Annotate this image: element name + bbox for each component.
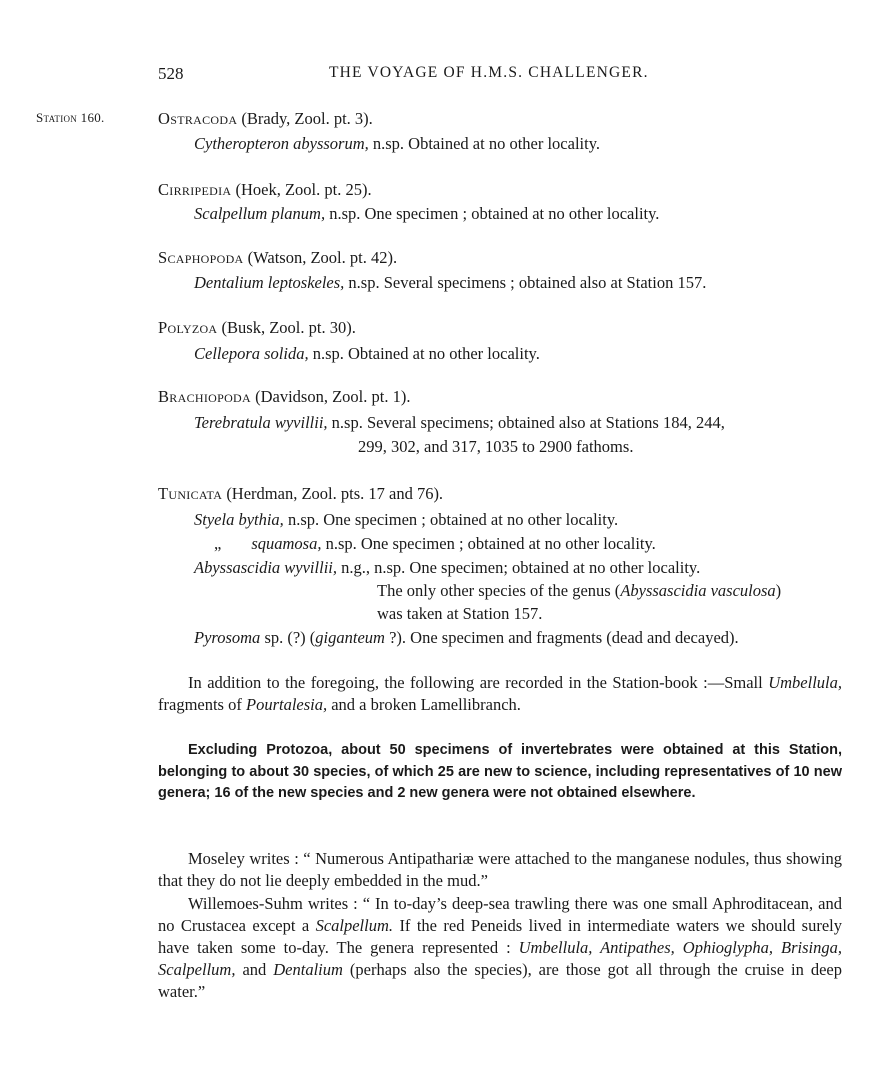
station-label: Station 160. bbox=[36, 110, 105, 125]
summary-paragraph: Excluding Protozoa, about 50 specimens of invertebrates were obtained at this Station, belonging to about 30 species, of which 25 are new to science, including representatives of 10 new genera; 16 of the new species and 2 new genera were not obtained elsewhere. bbox=[158, 742, 842, 801]
group-heading-polyzoa bbox=[158, 317, 356, 339]
group-reference: (Hoek, Zool. pt. 25). bbox=[231, 180, 372, 199]
group-name: Tunicata bbox=[158, 484, 223, 503]
group-heading-brachiopoda bbox=[158, 386, 410, 408]
species-note-continuation: was taken at Station 157. bbox=[377, 604, 543, 623]
species-entry bbox=[194, 133, 600, 155]
species-note: n.sp. One specimen ; obtained at no other locality. bbox=[325, 204, 660, 223]
species-entry bbox=[194, 272, 706, 294]
species-note: n.sp. One specimen ; obtained at no other locality. bbox=[321, 534, 656, 553]
group-reference: (Busk, Zool. pt. 30). bbox=[217, 318, 356, 337]
species-note: n.sp. Obtained at no other locality. bbox=[308, 344, 540, 363]
species-note: n.g., n.sp. One specimen; obtained at no other locality. bbox=[336, 558, 701, 577]
species-note: n.sp. Obtained at no other locality. bbox=[368, 134, 601, 153]
group-heading-scaphopoda bbox=[158, 247, 397, 269]
species-name: Scalpellum planum, bbox=[194, 204, 326, 223]
species-name: squamosa, bbox=[251, 534, 322, 553]
species-entry bbox=[194, 203, 659, 225]
species-name: Abyssascidia vasculosa bbox=[620, 581, 776, 600]
species-note-continuation: 299, 302, and 317, 1035 to 2900 fathoms. bbox=[358, 437, 634, 456]
species-name: Abyssascidia wyvillii, bbox=[194, 558, 337, 577]
species-entry bbox=[194, 343, 540, 365]
group-heading-tunicata bbox=[158, 483, 443, 505]
group-reference: (Davidson, Zool. pt. 1). bbox=[250, 387, 411, 406]
species-entry bbox=[194, 509, 618, 531]
group-name: Cirripedia bbox=[158, 180, 232, 199]
species-name: Styela bythia, bbox=[194, 510, 284, 529]
species-name: Cytheropteron abyssorum, bbox=[194, 134, 369, 153]
species-note: sp. (?) ( bbox=[260, 628, 316, 647]
species-note-continuation: The only other species of the genus (Abyssascidia vasculosa) bbox=[377, 581, 782, 600]
group-reference: (Watson, Zool. pt. 42). bbox=[243, 248, 398, 267]
species-name: giganteum bbox=[315, 628, 385, 647]
group-name: Polyzoa bbox=[158, 318, 218, 337]
running-head: THE VOYAGE OF H.M.S. CHALLENGER. bbox=[329, 64, 649, 81]
species-entry bbox=[194, 627, 739, 649]
species-note: n.sp. One specimen ; obtained at no other locality. bbox=[283, 510, 619, 529]
group-reference: (Brady, Zool. pt. 3). bbox=[237, 109, 373, 128]
page-number: 528 bbox=[158, 64, 184, 83]
willemoes-suhm-paragraph: Willemoes-Suhm writes : “ In to-day’s deep-sea trawling there was one small Aphroditacean, and no Crustacea except a Scalpellum. If the red Peneids lived in intermediate waters we should surely have taken some to-day. The genera represented : Umbellula, Antipathes, Ophioglypha, Brisinga, Scalpellum, and Dentalium (perhaps also the species), are those got all through the cruise in deep water.” bbox=[158, 894, 842, 1001]
addition-paragraph: In addition to the foregoing, the following are recorded in the Station-book :—Small Umbellula, fragments of Pourtalesia, and a broken Lamellibranch. bbox=[158, 673, 842, 714]
species-note: n.sp. Several specimens ; obtained also at Station 157. bbox=[344, 273, 707, 292]
group-heading-ostracoda bbox=[158, 108, 373, 130]
species-name: Dentalium leptoskeles, bbox=[194, 273, 345, 292]
moseley-paragraph: Moseley writes : “ Numerous Antipathariæ were attached to the manganese nodules, thus showing that they do not lie deeply embedded in the mud.” bbox=[158, 849, 842, 890]
group-reference: (Herdman, Zool. pts. 17 and 76). bbox=[222, 484, 444, 503]
species-note: ?). One specimen and fragments (dead and decayed). bbox=[384, 628, 739, 647]
species-name: Pyrosoma bbox=[194, 628, 261, 647]
group-name: Brachiopoda bbox=[158, 387, 251, 406]
ditto-mark: „ bbox=[214, 534, 222, 553]
species-entry bbox=[194, 412, 725, 434]
species-name: Terebratula wyvillii, bbox=[194, 413, 328, 432]
group-heading-cirripedia bbox=[158, 179, 372, 201]
species-entry bbox=[214, 533, 656, 555]
species-entry bbox=[194, 557, 700, 579]
group-name: Ostracoda bbox=[158, 109, 238, 128]
species-note: n.sp. Several specimens; obtained also at Stations 184, 244, bbox=[327, 413, 725, 432]
group-name: Scaphopoda bbox=[158, 248, 244, 267]
species-name: Cellepora solida, bbox=[194, 344, 309, 363]
